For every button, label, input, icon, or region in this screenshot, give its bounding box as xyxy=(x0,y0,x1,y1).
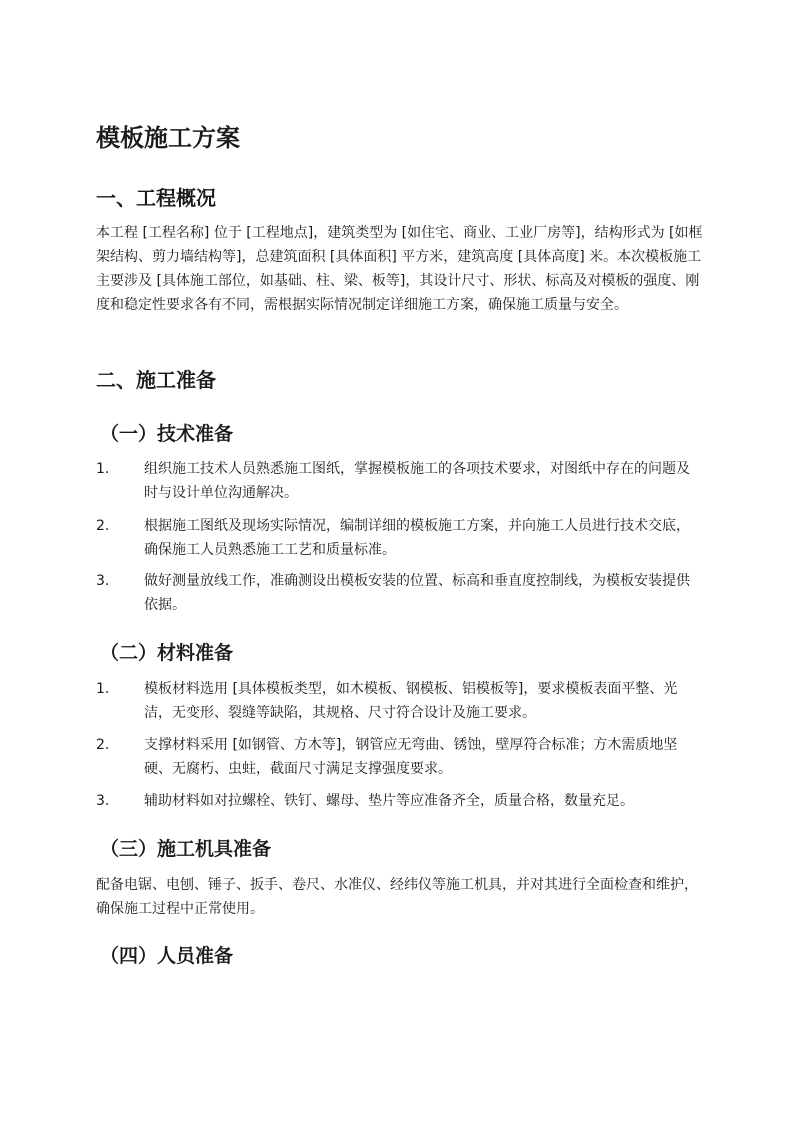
list-item-text: 根据施工图纸及现场实际情况，编制详细的模板施工方案，并向施工人员进行技术交底，确保施工人员熟悉施工工艺和质量标准。 xyxy=(144,518,690,558)
list-item-number: 2. xyxy=(96,737,110,753)
subsection-heading-materials: （二）材料准备 xyxy=(100,642,234,664)
list-item xyxy=(96,789,704,813)
list-item-text: 辅助材料如对拉螺栓、铁钉、螺母、垫片等应准备齐全，质量合格，数量充足。 xyxy=(144,793,634,809)
list-item-text: 模板材料选用 [具体模板类型，如木模板、钢模板、铝模板等]，要求模板表面平整、光洁，无变形、裂缝等缺陷，其规格、尺寸符合设计及施工要求。 xyxy=(144,681,678,721)
list-item-number: 3. xyxy=(96,573,110,589)
list-item-text: 做好测量放线工作，准确测设出模板安装的位置、标高和垂直度控制线，为模板安装提供依据。 xyxy=(144,573,690,613)
list-item xyxy=(96,733,704,781)
list-item-number: 2. xyxy=(96,518,110,534)
subsection-heading-personnel: （四）人员准备 xyxy=(100,945,234,967)
list-item xyxy=(96,569,704,617)
section-heading-overview: 一、工程概况 xyxy=(96,186,216,210)
list-item-text: 组织施工技术人员熟悉施工图纸，掌握模板施工的各项技术要求，对图纸中存在的问题及时与设计单位沟通解决。 xyxy=(144,461,690,501)
list-item-number: 3. xyxy=(96,793,110,809)
subsection-heading-machinery: （三）施工机具准备 xyxy=(100,838,272,860)
machinery-paragraph: 配备电锯、电刨、锤子、扳手、卷尺、水准仪、经纬仪等施工机具，并对其进行全面检查和维护，确保施工过程中正常使用。 xyxy=(96,877,698,917)
document-title: 模板施工方案 xyxy=(96,124,240,152)
list-item xyxy=(96,514,704,562)
subsection-heading-technical: （一）技术准备 xyxy=(100,423,234,445)
section-heading-preparation: 二、施工准备 xyxy=(96,368,216,392)
list-item-number: 1. xyxy=(96,461,110,477)
overview-paragraph: 本工程 [工程名称] 位于 [工程地点]，建筑类型为 [如住宅、商业、工业厂房等]，结构形式为 [如框架结构、剪力墙结构等]，总建筑面积 [具体面积] 平方米，建筑高度 [具体高度] 米。本次模板施工主要涉及 [具体施工部位，如基础、柱、梁、板等]，其设计尺寸、形状、标高及对模板的强度、刚度和稳定性要求各有不同，需根据实际情况制定详细施工方案，确保施工质量与安全。 xyxy=(96,225,703,313)
list-item-text: 支撑材料采用 [如钢管、方木等]，钢管应无弯曲、锈蚀，壁厚符合标准；方木需质地坚硬、无腐朽、虫蛀，截面尺寸满足支撑强度要求。 xyxy=(144,737,678,777)
list-item xyxy=(96,677,704,725)
list-item-number: 1. xyxy=(96,681,110,697)
list-item xyxy=(96,457,704,505)
